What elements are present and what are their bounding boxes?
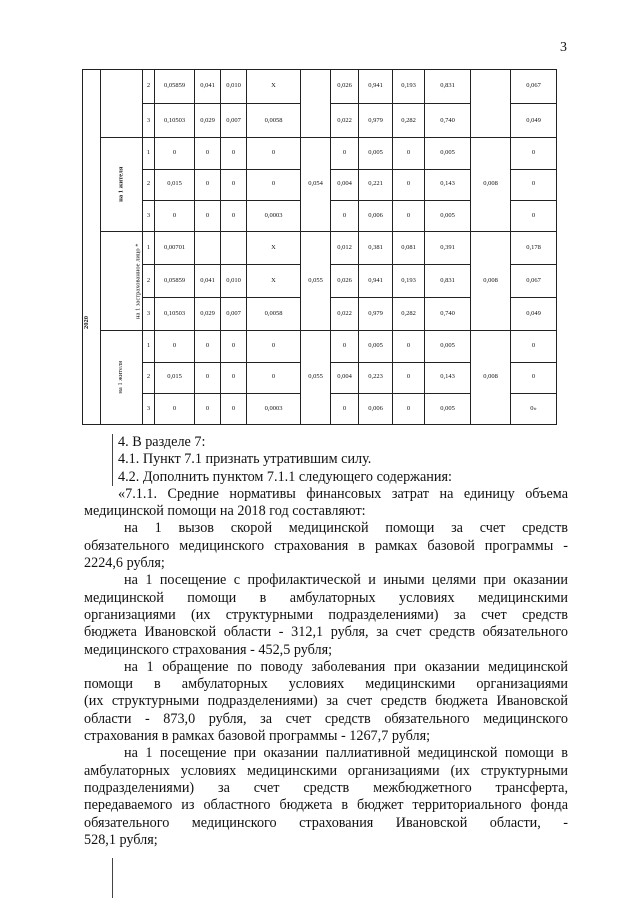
table-cell: 0 xyxy=(331,393,359,424)
group-label: на 1 жителя xyxy=(117,361,125,395)
cell-service-code: 2 xyxy=(143,70,155,104)
table-cell: 0,05859 xyxy=(155,265,195,298)
table-cell: 0,831 xyxy=(425,265,471,298)
table-cell: 0,005 xyxy=(359,331,393,362)
table-cell: 0,005 xyxy=(425,200,471,231)
norms-table xyxy=(82,69,556,425)
table-cell: 0,026 xyxy=(331,265,359,298)
table-cell: 0 xyxy=(511,362,557,393)
table-cell: 0,193 xyxy=(393,265,425,298)
text-line: страхования в рамках базовой программы - 1267,7 рубля; xyxy=(84,728,431,745)
table-cell: 0,0058 xyxy=(247,104,301,138)
table-cell: 0,05859 xyxy=(155,70,195,104)
table-cell: 0 xyxy=(195,138,221,169)
table-cell: 0,007 xyxy=(221,104,247,138)
year-cell xyxy=(83,70,101,425)
table-cell: 0 xyxy=(393,362,425,393)
text-line: помощи в амбулаторных условиях медицинскими организациями xyxy=(84,676,568,693)
table-cell: 0,081 xyxy=(393,231,425,264)
cell-service-code: 1 xyxy=(143,138,155,169)
table-cell: 0 xyxy=(221,169,247,200)
total-cell xyxy=(471,70,511,138)
total-cell: 0,055 xyxy=(301,231,331,331)
table-cell: 0,006 xyxy=(359,393,393,424)
table-cell: 0,007 xyxy=(221,298,247,331)
scan-artifact-line xyxy=(112,858,113,898)
text-line: обязательного медицинского страхования Ивановской области, - xyxy=(84,814,568,831)
text-line: 4.1. Пункт 7.1 признать утратившим силу. xyxy=(118,451,372,468)
group-label-cell xyxy=(101,70,143,138)
table-cell: 0,00701 xyxy=(155,231,195,264)
table-cell: 0,004 xyxy=(331,169,359,200)
amendment-text xyxy=(84,434,568,849)
text-line: медицинской помощи в амбулаторных условиях медицинскими xyxy=(84,589,568,606)
table-cell: 0,143 xyxy=(425,169,471,200)
table-cell: 0 xyxy=(155,200,195,231)
page-number: 3 xyxy=(560,40,567,55)
table-cell: 0 xyxy=(221,138,247,169)
table-cell: 0 xyxy=(195,169,221,200)
text-line: 4.2. Дополнить пунктом 7.1.1 следующего содержания: xyxy=(118,468,452,485)
text-line: «7.1.1. Средние нормативы финансовых затрат на единицу объема xyxy=(118,485,568,502)
table-cell: 0,0003 xyxy=(247,393,301,424)
table-cell: 0,740 xyxy=(425,104,471,138)
cell-service-code: 3 xyxy=(143,104,155,138)
table-cell: 0 xyxy=(155,138,195,169)
cell-service-code: 3 xyxy=(143,298,155,331)
table-cell: 0,831 xyxy=(425,70,471,104)
table-cell: 0 xyxy=(247,138,301,169)
text-line: обязательного медицинского страхования в рамках базовой программы - xyxy=(84,537,568,554)
text-line: амбулаторных условиях медицинскими организациями (их структурными xyxy=(84,762,568,779)
table-cell: 0 xyxy=(393,331,425,362)
table-cell: 0,740 xyxy=(425,298,471,331)
table-cell: 0 xyxy=(511,331,557,362)
table-cell: 0 xyxy=(247,362,301,393)
table-cell: 0 xyxy=(221,200,247,231)
table-cell: 0,049 xyxy=(511,104,557,138)
table-cell: 0 xyxy=(195,362,221,393)
table-cell: 0,015 xyxy=(155,169,195,200)
table-cell: 0,282 xyxy=(393,298,425,331)
table-cell: 0,10503 xyxy=(155,298,195,331)
table-cell: 0 xyxy=(393,200,425,231)
text-line: 2224,6 рубля; xyxy=(84,555,165,572)
table-cell: 0 xyxy=(393,393,425,424)
cell-service-code: 3 xyxy=(143,200,155,231)
group-label: на 1 жителя xyxy=(117,167,125,203)
table-cell: 0,022 xyxy=(331,298,359,331)
scan-artifact-line xyxy=(112,434,113,486)
table-cell: Х xyxy=(247,265,301,298)
table-cell: 0,005 xyxy=(425,393,471,424)
table-cell: 0,006 xyxy=(359,200,393,231)
table-cell: 0,391 xyxy=(425,231,471,264)
table-cell: 0,10503 xyxy=(155,104,195,138)
table-cell: 0,022 xyxy=(331,104,359,138)
table-cell: 0,0058 xyxy=(247,298,301,331)
table-cell: 0 xyxy=(511,169,557,200)
table-cell: Х xyxy=(247,231,301,264)
table-cell: 0,178 xyxy=(511,231,557,264)
table-cell: 0 xyxy=(155,331,195,362)
table-cell: 0 xyxy=(331,331,359,362)
table-cell: 0» xyxy=(511,393,557,424)
total-cell: 0,008 xyxy=(471,331,511,425)
total-cell xyxy=(301,70,331,138)
text-line: медицинского страхования - 452,5 рубля; xyxy=(84,641,333,658)
total-cell: 0,054 xyxy=(301,138,331,232)
table-cell: 0,223 xyxy=(359,362,393,393)
table-cell: 0 xyxy=(221,393,247,424)
table-row xyxy=(83,331,557,362)
table-cell: 0,005 xyxy=(359,138,393,169)
table-cell: 0 xyxy=(155,393,195,424)
year-label: 2020 xyxy=(83,316,90,329)
table-cell: 0,012 xyxy=(331,231,359,264)
cell-service-code: 3 xyxy=(143,393,155,424)
group-label-cell xyxy=(101,138,143,232)
text-line: бюджета Ивановской области - 312,1 рубля, за счет средств обязательного xyxy=(84,624,568,641)
table-cell: 0 xyxy=(511,138,557,169)
table-cell: 0,221 xyxy=(359,169,393,200)
table-cell: 0,941 xyxy=(359,70,393,104)
table-row xyxy=(83,138,557,169)
cell-service-code: 1 xyxy=(143,231,155,264)
table-cell: 0 xyxy=(393,138,425,169)
text-line: подразделениями) за счет средств межбюджетного трансферта, xyxy=(84,779,568,796)
table-cell: 0,015 xyxy=(155,362,195,393)
norms-grid xyxy=(82,69,557,425)
table-cell: 0,041 xyxy=(195,70,221,104)
table-cell: 0,979 xyxy=(359,104,393,138)
table-cell: 0,049 xyxy=(511,298,557,331)
cell-service-code: 2 xyxy=(143,169,155,200)
table-cell: 0,041 xyxy=(195,265,221,298)
group-label-cell xyxy=(101,231,143,331)
table-cell: Х xyxy=(247,70,301,104)
table-cell: 0,067 xyxy=(511,265,557,298)
table-cell xyxy=(195,231,221,264)
table-cell: 0 xyxy=(247,169,301,200)
table-cell: 0 xyxy=(195,393,221,424)
table-cell: 0,067 xyxy=(511,70,557,104)
table-cell xyxy=(221,231,247,264)
cell-service-code: 1 xyxy=(143,331,155,362)
table-cell: 0 xyxy=(195,200,221,231)
cell-service-code: 2 xyxy=(143,265,155,298)
table-cell: 0 xyxy=(221,331,247,362)
table-cell: 0,282 xyxy=(393,104,425,138)
table-cell: 0,029 xyxy=(195,104,221,138)
text-line: организациями (их структурными подразделениями) за счет средств xyxy=(84,606,568,623)
table-cell: 0,005 xyxy=(425,138,471,169)
text-line: на 1 обращение по поводу заболевания при оказании медицинской xyxy=(124,658,568,675)
total-cell: 0,055 xyxy=(301,331,331,425)
group-label-cell xyxy=(101,331,143,425)
table-cell: 0 xyxy=(331,138,359,169)
table-cell: 0,193 xyxy=(393,70,425,104)
total-cell: 0,008 xyxy=(471,231,511,331)
table-cell: 0 xyxy=(393,169,425,200)
table-cell: 0 xyxy=(511,200,557,231)
text-line: 4. В разделе 7: xyxy=(118,434,206,450)
text-line: передаваемого из областного бюджета в бюджет территориального фонда xyxy=(84,797,568,814)
text-line: области - 873,0 рубля, за счет средств обязательного медицинского xyxy=(84,710,568,727)
text-line: на 1 вызов скорой медицинской помощи за счет средств xyxy=(124,520,568,537)
text-line: 528,1 рубля; xyxy=(84,831,158,848)
group-label: на 1 застрахованное лицо * xyxy=(134,243,142,319)
table-cell: 0,010 xyxy=(221,265,247,298)
text-line: на 1 посещение с профилактической и иными целями при оказании xyxy=(124,572,568,589)
table-cell: 0,143 xyxy=(425,362,471,393)
table-cell: 0,026 xyxy=(331,70,359,104)
text-line: медицинской помощи на 2018 год составляют: xyxy=(84,503,366,520)
table-cell: 0,941 xyxy=(359,265,393,298)
table-cell: 0,010 xyxy=(221,70,247,104)
table-cell: 0 xyxy=(331,200,359,231)
text-line: (их структурными подразделениями) за счет средств бюджета Ивановской xyxy=(84,693,568,710)
table-cell: 0,0003 xyxy=(247,200,301,231)
table-cell: 0,005 xyxy=(425,331,471,362)
table-cell: 0,979 xyxy=(359,298,393,331)
table-cell: 0 xyxy=(247,331,301,362)
table-row xyxy=(83,231,557,264)
text-line: на 1 посещение при оказании паллиативной медицинской помощи в xyxy=(124,745,568,762)
total-cell: 0,008 xyxy=(471,138,511,232)
table-cell: 0 xyxy=(221,362,247,393)
table-cell: 0,004 xyxy=(331,362,359,393)
table-cell: 0,029 xyxy=(195,298,221,331)
table-cell: 0,381 xyxy=(359,231,393,264)
cell-service-code: 2 xyxy=(143,362,155,393)
table-row xyxy=(83,70,557,104)
table-cell: 0 xyxy=(195,331,221,362)
